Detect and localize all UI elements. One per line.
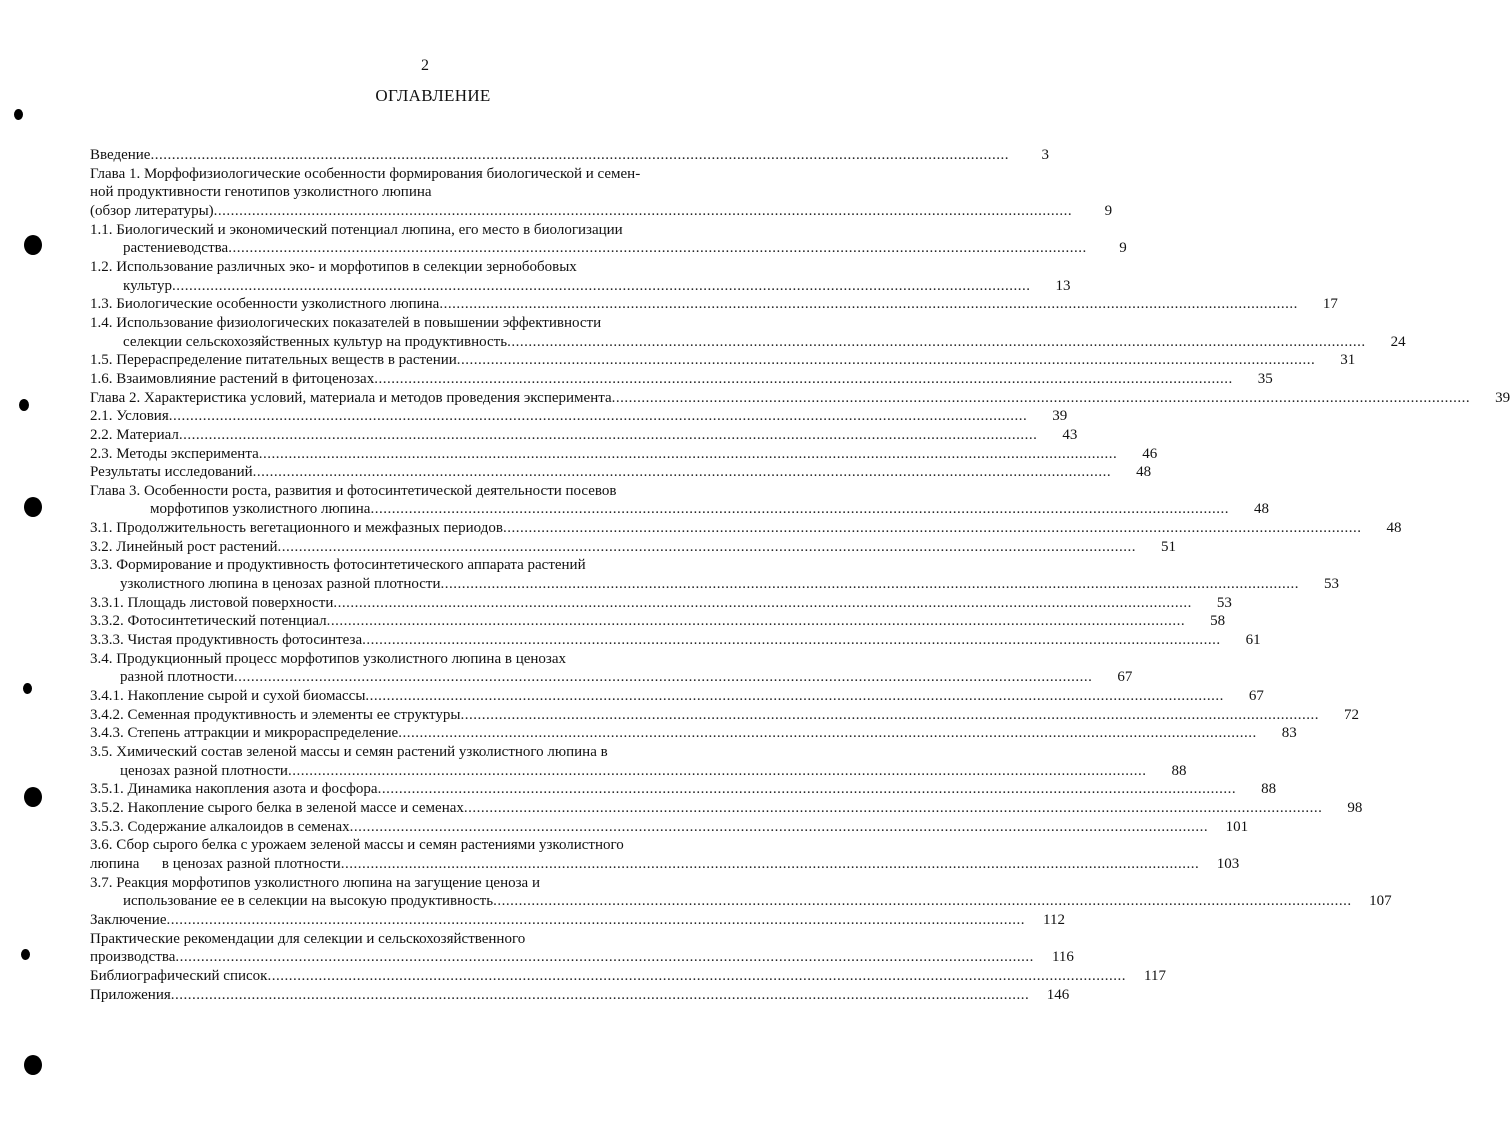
toc-page-number: 72: [1343, 706, 1359, 723]
dot-leader: [214, 202, 1073, 221]
toc-entry-text: ной продуктивности генотипов узколистного люпина: [90, 184, 432, 201]
toc-line: [90, 426, 1078, 445]
dot-leader: [365, 687, 1224, 706]
toc-entry: [90, 519, 1402, 538]
toc-entry: [90, 930, 1074, 967]
toc-entry-text: 3.3.1. Площадь листовой поверхности: [90, 594, 334, 611]
toc-line: [90, 687, 1264, 706]
toc-line: [90, 500, 1269, 519]
toc-entry-text: 3.5.2. Накопление сырого белка в зеленой массе и семенах: [90, 799, 464, 816]
toc-entry-text: Глава 3. Особенности роста, развития и фотосинтетической деятельности посевов: [90, 482, 617, 499]
dot-leader: [175, 948, 1034, 967]
toc-entry-text: культур: [123, 277, 173, 294]
toc-page-number: 98: [1347, 799, 1363, 816]
toc-entry-text: люпина в ценозах разной плотности: [90, 855, 341, 872]
dot-leader: [228, 239, 1087, 258]
toc-entry: [90, 594, 1232, 613]
dot-leader: [439, 295, 1298, 314]
dot-leader: [457, 351, 1316, 370]
toc-entry: [90, 818, 1249, 837]
punch-hole: [24, 235, 42, 255]
dot-leader: [370, 500, 1229, 519]
toc-entry: [90, 799, 1363, 818]
toc-page-number: 88: [1261, 781, 1277, 798]
dot-leader: [278, 538, 1137, 557]
toc-entry-text: 1.2. Использование различных эко- и морфотипов в селекции зернобобовых: [90, 258, 577, 275]
toc-entry: [90, 986, 1070, 1005]
dot-leader: [288, 762, 1147, 781]
page-number: 2: [421, 57, 429, 74]
toc-line: [90, 258, 740, 277]
toc-entry-text: 3.7. Реакция морфотипов узколистного люпина на загущение ценоза и: [90, 874, 540, 891]
toc-entry: [90, 911, 1065, 930]
toc-line: [90, 463, 1152, 482]
dot-leader: [460, 706, 1319, 725]
toc-page-number: 3: [1041, 147, 1049, 163]
toc-entry-text: 3.2. Линейный рост растений: [90, 538, 278, 555]
dot-leader: [362, 631, 1221, 650]
toc-entry: [90, 445, 1158, 464]
toc-line: [90, 519, 1402, 538]
toc-line: [90, 183, 740, 202]
toc-line: [90, 967, 1166, 986]
toc-line: [90, 799, 1363, 818]
toc-entry-text: 1.6. Взаимовлияние растений в фитоценозах: [90, 370, 375, 387]
toc-entry-text: 3.5.3. Содержание алкалоидов в семенах: [90, 818, 350, 835]
dot-leader: [267, 967, 1126, 986]
toc-entry-text: 2.3. Методы эксперимента: [90, 445, 259, 462]
toc-page-number: 48: [1253, 501, 1269, 518]
toc-page-number: 35: [1257, 370, 1273, 387]
toc-page-number: 83: [1281, 725, 1297, 742]
toc-entry-text: 3.5.1. Динамика накопления азота и фосфора: [90, 781, 378, 798]
toc-line: [90, 836, 740, 855]
toc-line: [90, 911, 1065, 930]
toc-page-number: 67: [1248, 688, 1264, 705]
toc-entry-text: 1.3. Биологические особенности узколистного люпина: [90, 296, 440, 313]
toc-page-number: 48: [1136, 464, 1152, 481]
toc-line: [90, 780, 1277, 799]
toc-entry: [90, 706, 1359, 725]
toc-entry: [90, 258, 1071, 295]
toc-page-number: 116: [1051, 949, 1074, 966]
toc-entry-text: Приложения: [90, 986, 171, 1003]
toc-page-number: 51: [1161, 538, 1176, 555]
toc-entry: [90, 370, 1273, 389]
toc-entry-text: 3.4.1. Накопление сырой и сухой биомассы: [90, 688, 366, 705]
toc-line: [90, 445, 1158, 464]
toc-entry-text: 1.1. Биологический и экономический потенциал люпина, его место в биологизации: [90, 221, 623, 238]
toc-entry: [90, 426, 1078, 445]
toc-entry: [90, 650, 1133, 687]
toc-page-number: 88: [1171, 762, 1187, 779]
toc-page-number: 31: [1340, 352, 1356, 369]
toc-page-number: 9: [1104, 202, 1113, 219]
toc-page-number: 39: [1495, 389, 1510, 406]
toc-entry-text: ценозах разной плотности: [120, 762, 288, 779]
dot-leader: [350, 818, 1209, 837]
toc-entry: [90, 743, 1187, 780]
dot-leader: [171, 986, 1030, 1005]
dot-leader: [374, 370, 1233, 389]
toc-line: [90, 818, 1249, 837]
dot-leader: [150, 146, 1009, 165]
toc-line: [90, 631, 1261, 650]
toc-page-number: 24: [1390, 333, 1406, 350]
toc-page-number: 103: [1216, 855, 1240, 872]
toc-line: [90, 892, 1392, 911]
dot-leader: [441, 575, 1300, 594]
toc-entry-text: 3.4. Продукционный процесс морфотипов узколистного люпина в ценозах: [90, 650, 566, 667]
toc-entry: [90, 351, 1356, 370]
dot-leader: [179, 426, 1038, 445]
toc-entry-text: использование ее в селекции на высокую продуктивность: [123, 893, 494, 910]
toc-line: [90, 165, 740, 184]
toc-entry: [90, 146, 1049, 165]
toc-page-number: 17: [1322, 296, 1338, 313]
dot-leader: [612, 389, 1471, 408]
toc-page-number: 146: [1046, 986, 1070, 1003]
toc-entry-text: узколистного люпина в ценозах разной плотности: [120, 576, 441, 593]
toc-page-number: 107: [1369, 893, 1392, 910]
toc-line: [90, 930, 740, 949]
dot-leader: [327, 612, 1186, 631]
toc-entry-text: 3.3. Формирование и продуктивность фотосинтетического аппарата растений: [90, 557, 586, 574]
toc-page-number: 43: [1062, 426, 1078, 443]
toc-entry-text: 3.6. Сбор сырого белка с урожаем зеленой массы и семян растениями узколистного: [90, 837, 624, 854]
toc-line: [90, 277, 1071, 296]
toc-page-number: 53: [1324, 576, 1339, 593]
dot-leader: [503, 519, 1362, 538]
toc-line: [90, 706, 1359, 725]
dot-leader: [341, 855, 1200, 874]
table-of-contents: [90, 146, 1510, 1004]
toc-entry: [90, 724, 1297, 743]
toc-line: [90, 221, 740, 240]
toc-line: [90, 482, 740, 501]
dot-leader: [378, 780, 1237, 799]
toc-line: [90, 202, 1113, 221]
toc-line: [90, 407, 1068, 426]
punch-hole: [21, 949, 30, 960]
toc-line: [90, 762, 1187, 781]
toc-line: [90, 538, 1176, 557]
toc-entry: [90, 407, 1068, 426]
toc-entry-text: 2.1. Условия: [90, 408, 169, 425]
toc-entry: [90, 389, 1510, 408]
toc-line: [90, 948, 1074, 967]
toc-line: [90, 146, 1049, 165]
toc-entry: [90, 314, 1406, 351]
toc-entry-text: Глава 2. Характеристика условий, материала и методов проведения эксперимента: [90, 389, 612, 406]
toc-line: [90, 314, 740, 333]
toc-line: [90, 333, 1406, 352]
dot-leader: [507, 333, 1366, 352]
toc-line: [90, 556, 740, 575]
toc-line: [90, 612, 1226, 631]
dot-leader: [333, 594, 1192, 613]
toc-entry-text: Практические рекомендации для селекции и сельскохозяйственного: [90, 930, 526, 947]
toc-line: [90, 239, 1127, 258]
toc-line: [90, 668, 1133, 687]
toc-entry-text: селекции сельскохозяйственных культур на продуктивность: [123, 333, 508, 350]
toc-page-number: 53: [1216, 594, 1232, 611]
toc-line: [90, 724, 1297, 743]
toc-line: [90, 370, 1273, 389]
dot-leader: [234, 668, 1093, 687]
dot-leader: [464, 799, 1323, 818]
toc-page-number: 58: [1210, 613, 1226, 630]
toc-page-number: 9: [1119, 240, 1127, 257]
toc-entry-text: растениеводства: [123, 240, 229, 257]
toc-page-number: 61: [1245, 632, 1261, 649]
toc-entry-text: 1.5. Перераспределение питательных веществ в растении: [90, 352, 457, 369]
toc-entry-text: 3.1. Продолжительность вегетационного и межфазных периодов: [90, 520, 503, 537]
dot-leader: [169, 407, 1028, 426]
toc-page-number: 48: [1386, 520, 1402, 537]
punch-hole: [23, 683, 32, 694]
toc-page-number: 112: [1043, 911, 1065, 928]
toc-entry-text: морфотипов узколистного люпина: [150, 501, 371, 518]
toc-entry-text: Результаты исследований: [90, 464, 253, 481]
toc-page-number: 117: [1144, 967, 1166, 984]
toc-entry-text: производства: [90, 949, 176, 966]
toc-entry-text: (обзор литературы): [90, 202, 214, 219]
punch-hole: [14, 109, 23, 120]
toc-entry: [90, 836, 1240, 873]
toc-entry: [90, 482, 1269, 519]
dot-leader: [398, 724, 1257, 743]
toc-entry: [90, 967, 1166, 986]
toc-line: [90, 986, 1070, 1005]
toc-entry: [90, 538, 1176, 557]
toc-entry-text: 2.2. Материал: [90, 426, 179, 443]
toc-entry-text: 1.4. Использование физиологических показателей в повышении эффективности: [90, 314, 602, 331]
toc-entry: [90, 165, 1113, 221]
toc-entry: [90, 687, 1264, 706]
toc-entry: [90, 874, 1392, 911]
punch-hole: [24, 1055, 42, 1075]
toc-line: [90, 389, 1510, 408]
toc-entry-text: Заключение: [90, 911, 167, 928]
toc-entry-text: 3.4.2. Семенная продуктивность и элементы ее структуры: [90, 706, 461, 723]
toc-line: [90, 575, 1339, 594]
page-title: ОГЛАВЛЕНИЕ: [375, 86, 491, 105]
dot-leader: [172, 277, 1031, 296]
toc-entry: [90, 631, 1261, 650]
toc-line: [90, 855, 1240, 874]
dot-leader: [167, 911, 1026, 930]
toc-entry-text: 3.4.3. Степень аттракции и микрораспределение: [90, 725, 399, 742]
toc-line: [90, 650, 740, 669]
toc-entry: [90, 295, 1338, 314]
toc-entry-text: 3.5. Химический состав зеленой массы и семян растений узколистного люпина в: [90, 744, 608, 760]
toc-line: [90, 874, 740, 893]
toc-page-number: 39: [1052, 408, 1068, 425]
toc-page-number: 13: [1055, 277, 1071, 294]
toc-entry: [90, 221, 1127, 258]
punch-hole: [24, 787, 42, 807]
toc-entry: [90, 612, 1226, 631]
toc-line: [90, 351, 1356, 370]
toc-page-number: 46: [1142, 445, 1158, 462]
dot-leader: [493, 892, 1352, 911]
toc-entry-text: 3.3.3. Чистая продуктивность фотосинтеза: [90, 632, 363, 649]
toc-entry: [90, 463, 1152, 482]
toc-line: [90, 594, 1232, 613]
toc-entry: [90, 556, 1339, 593]
toc-entry-text: Глава 1. Морфофизиологические особенности формирования биологической и семен-: [90, 165, 641, 182]
toc-page-number: 67: [1117, 669, 1133, 686]
toc-line: [90, 295, 1338, 314]
toc-line: [90, 743, 740, 762]
punch-hole: [19, 399, 29, 411]
dot-leader: [253, 463, 1112, 482]
toc-entry-text: разной плотности: [120, 669, 234, 686]
toc-entry: [90, 780, 1277, 799]
punch-hole: [24, 497, 42, 517]
toc-page-number: 101: [1225, 818, 1249, 835]
toc-entry-text: Введение: [90, 147, 151, 163]
toc-entry-text: 3.3.2. Фотосинтетический потенциал: [90, 613, 327, 630]
dot-leader: [259, 445, 1118, 464]
toc-entry-text: Библиографический список: [90, 967, 268, 984]
